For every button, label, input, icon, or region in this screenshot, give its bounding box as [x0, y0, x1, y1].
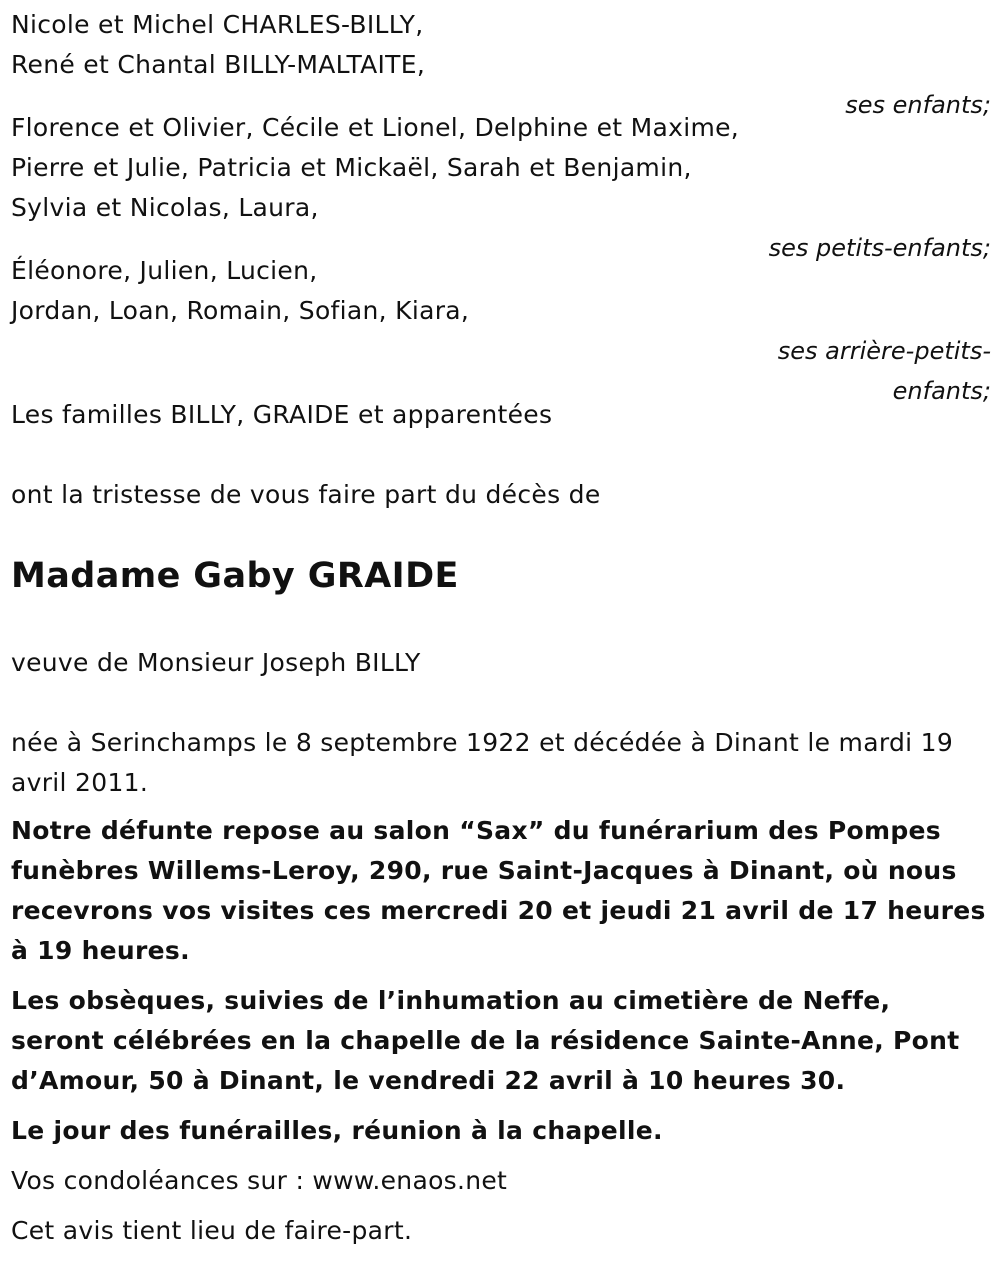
- great-grandchild-line: Jordan, Loan, Romain, Sofian, Kiara,: [11, 296, 470, 325]
- great-grandchildren-role-2: enfants;: [892, 377, 991, 405]
- birth-death-paragraph: née à Serinchamps le 8 septembre 1922 et décédée à Dinant le mardi 19 avril 2011.: [11, 728, 954, 797]
- grandchildren-role: ses petits-enfants;: [768, 234, 991, 262]
- announcement-line: ont la tristesse de vous faire part du décès de: [11, 480, 601, 509]
- child-line: René et Chantal BILLY-MALTAITE,: [11, 50, 426, 79]
- grandchildren-section: [11, 108, 991, 268]
- child-line: Nicole et Michel CHARLES-BILLY,: [11, 10, 424, 39]
- meeting-line: Le jour des funérailles, réunion à la chapelle.: [11, 1116, 663, 1145]
- widow-line: veuve de Monsieur Joseph BILLY: [11, 648, 421, 677]
- great-grandchildren-section: [11, 251, 991, 411]
- children-role: ses enfants;: [845, 91, 991, 119]
- deceased-name: Madame Gaby GRAIDE: [11, 556, 459, 596]
- notice-line: Cet avis tient lieu de faire-part.: [11, 1216, 413, 1245]
- families-line: Les familles BILLY, GRAIDE et apparentées: [11, 400, 553, 429]
- children-section: [11, 5, 991, 125]
- grandchild-line: Sylvia et Nicolas, Laura,: [11, 193, 319, 222]
- funeral-paragraph: Les obsèques, suivies de l’inhumation au cimetière de Neffe, seront célébrées en la chapelle de la résidence Sainte-Anne, Pont d’Amour, 50 à Dinant, le vendredi 22 avril à 10 heures 30.: [11, 986, 960, 1095]
- great-grandchild-line: Éléonore, Julien, Lucien,: [11, 256, 318, 285]
- great-grandchildren-role-1: ses arrière-petits-: [777, 337, 991, 365]
- grandchild-line: Pierre et Julie, Patricia et Mickaël, Sarah et Benjamin,: [11, 153, 692, 182]
- visitation-paragraph: Notre défunte repose au salon “Sax” du funérarium des Pompes funèbres Willems-Leroy, 290, rue Saint-Jacques à Dinant, où nous recevrons vos visites ces mercredi 20 et jeudi 21 avril de 17 heures à 19 heures.: [11, 816, 986, 965]
- condolences-line: Vos condoléances sur : www.enaos.net: [11, 1166, 508, 1195]
- grandchild-line: Florence et Olivier, Cécile et Lionel, Delphine et Maxime,: [11, 113, 740, 142]
